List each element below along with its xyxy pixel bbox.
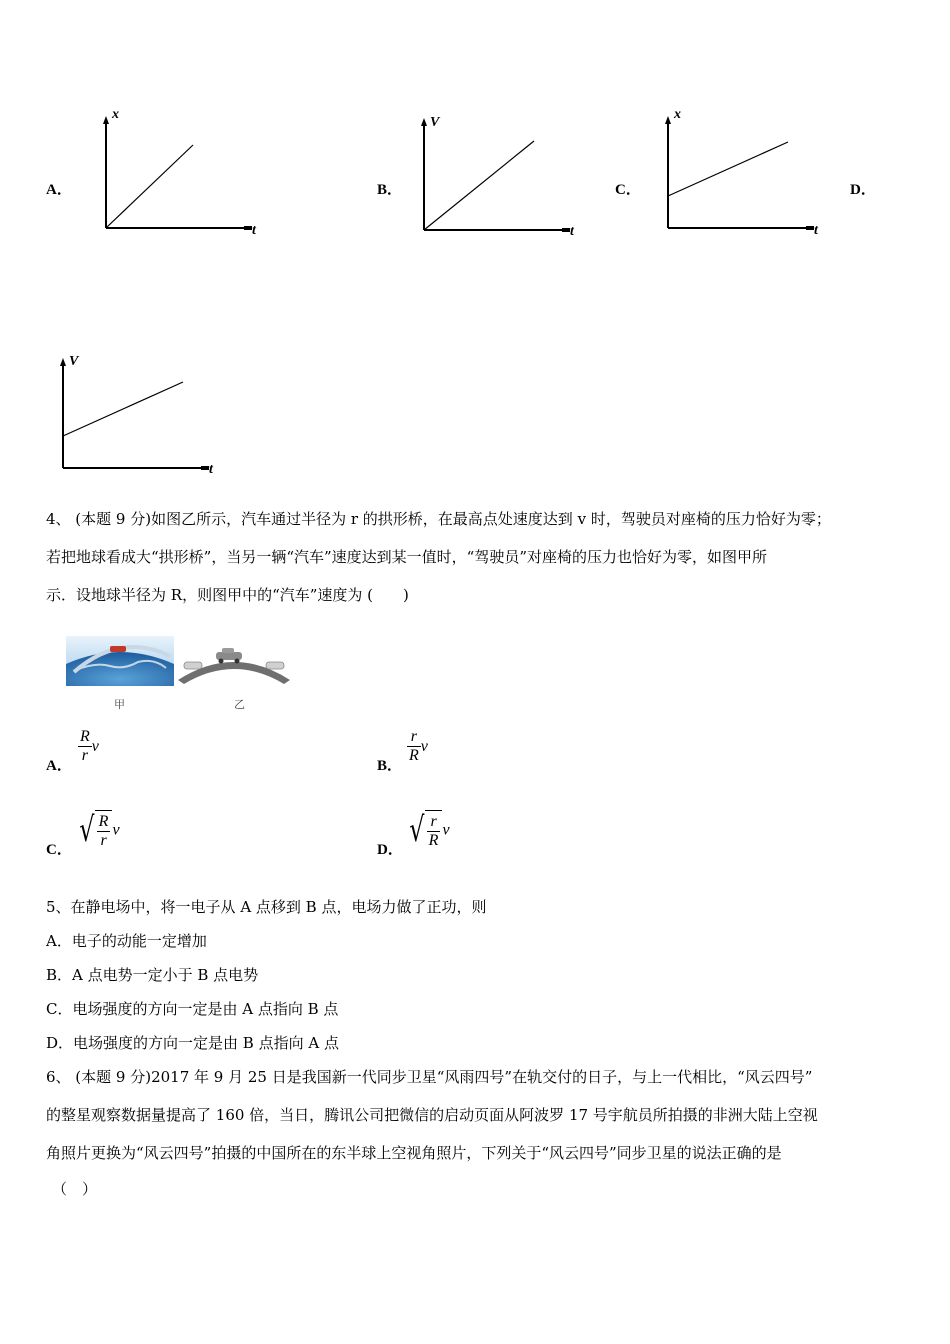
fraction bbox=[78, 728, 92, 765]
radicand bbox=[95, 810, 113, 850]
bridge-car-ghost-left bbox=[184, 662, 202, 669]
q4-option-c-formula bbox=[76, 810, 120, 850]
bridge-car-ghost-right bbox=[266, 662, 284, 669]
earth-car bbox=[110, 646, 126, 652]
q5-option-d: D．电场强度的方向一定是由 B 点指向 A 点 bbox=[46, 1034, 339, 1052]
denominator: R bbox=[409, 747, 419, 764]
q4-option-a-label: A． bbox=[46, 758, 72, 774]
q5-stem: 5、在静电场中，将一电子从 A 点移到 B 点，电场力做了正功，则 bbox=[46, 898, 487, 916]
q3-option-d-label: D． bbox=[850, 182, 876, 198]
q4-stem-line-3: 示．设地球半径为 R，则图甲中的“汽车”速度为 ( ) bbox=[46, 586, 409, 604]
radical-sign-icon: √ bbox=[79, 810, 95, 850]
figure-label-yi: 乙 bbox=[234, 698, 245, 711]
q4-stem-line-2: 若把地球看成大“拱形桥”，当另一辆“汽车”速度达到某一值时，“驾驶员”对座椅的压力也恰好为零，如图甲所 bbox=[46, 548, 768, 566]
numerator: r bbox=[407, 728, 421, 747]
q4-option-b-formula bbox=[407, 728, 428, 765]
q3-option-d-graph bbox=[53, 352, 223, 486]
q5-option-b: B．A 点电势一定小于 B 点电势 bbox=[46, 966, 259, 984]
numerator: R bbox=[80, 728, 90, 745]
fraction bbox=[427, 813, 441, 850]
q6-stem-line-3: 角照片更换为“风云四号”拍摄的中国所在的东半球上空视角照片，下列关于“风云四号”同步卫星的说法正确的是 bbox=[46, 1144, 782, 1162]
y-axis-label: x bbox=[112, 107, 119, 122]
y-axis-label: V bbox=[430, 115, 440, 130]
denominator: r bbox=[81, 747, 88, 764]
y-axis-arrow bbox=[421, 118, 427, 126]
velocity-symbol: v bbox=[112, 821, 120, 839]
q6-stem-line-2: 的整星观察数据量提高了 160 倍，当日，腾讯公司把微信的启动页面从阿波罗 17 号宇航员所拍摄的非洲大陆上空视 bbox=[46, 1106, 818, 1124]
q3-option-c-label: C． bbox=[615, 182, 641, 198]
q6-answer-blank: （ ） bbox=[52, 1180, 98, 1198]
graph-line bbox=[63, 382, 183, 436]
x-axis-label: t bbox=[209, 462, 213, 477]
x-axis-arrow bbox=[201, 466, 209, 470]
square-root bbox=[76, 810, 112, 850]
bridge-car-wheel-back bbox=[235, 659, 240, 664]
graph-line bbox=[668, 142, 788, 196]
q3-option-a-graph bbox=[96, 108, 266, 242]
x-axis-arrow bbox=[244, 226, 252, 230]
vt-graph-proportional bbox=[414, 108, 584, 238]
vt-graph-intercept bbox=[53, 352, 223, 482]
figure-label-jia: 甲 bbox=[114, 698, 125, 711]
fraction bbox=[97, 813, 111, 850]
numerator: R bbox=[98, 813, 109, 830]
graph-line bbox=[106, 145, 193, 228]
x-axis-arrow bbox=[562, 228, 570, 232]
velocity-symbol: v bbox=[420, 738, 428, 755]
q4-option-b-label: B． bbox=[377, 758, 403, 774]
numerator: r bbox=[427, 813, 441, 832]
xt-graph-intercept bbox=[658, 108, 828, 238]
y-axis-arrow bbox=[665, 116, 671, 124]
q4-option-d-formula bbox=[406, 810, 450, 850]
q3-option-b-graph bbox=[414, 108, 584, 242]
bridge-car-roof bbox=[222, 648, 234, 653]
q3-option-a-label: A． bbox=[46, 182, 72, 198]
y-axis-label: x bbox=[674, 107, 681, 122]
graph-line bbox=[424, 141, 534, 230]
q5-option-a: A．电子的动能一定增加 bbox=[46, 932, 207, 950]
x-axis-label: t bbox=[570, 224, 574, 239]
q4-option-a-formula bbox=[78, 728, 99, 765]
radicand bbox=[425, 810, 443, 850]
y-axis-label: V bbox=[69, 354, 79, 369]
y-axis-arrow bbox=[60, 358, 66, 366]
velocity-symbol: v bbox=[442, 821, 450, 839]
q4-figure bbox=[66, 636, 306, 720]
q4-option-d-label: D． bbox=[377, 842, 403, 858]
q3-option-b-label: B． bbox=[377, 182, 403, 198]
xt-graph-proportional bbox=[96, 108, 266, 238]
x-axis-label: t bbox=[814, 223, 818, 238]
denominator: R bbox=[428, 832, 439, 849]
q6-stem-line-1: 6、 (本题 9 分)2017 年 9 月 25 日是我国新一代同步卫星“风雨四号”在轨交付的日子，与上一代相比，“风云四号” bbox=[46, 1068, 813, 1086]
q5-option-c: C．电场强度的方向一定是由 A 点指向 B 点 bbox=[46, 1000, 339, 1018]
q4-option-c-label: C． bbox=[46, 842, 72, 858]
fraction bbox=[407, 728, 421, 765]
square-root bbox=[406, 810, 442, 850]
radical-sign-icon: √ bbox=[409, 810, 425, 850]
y-axis-arrow bbox=[103, 116, 109, 124]
velocity-symbol: v bbox=[91, 738, 99, 755]
denominator: r bbox=[100, 832, 107, 849]
bridge-car-wheel-front bbox=[219, 659, 224, 664]
q3-option-c-graph bbox=[658, 108, 828, 242]
x-axis-arrow bbox=[806, 226, 814, 230]
q4-stem-line-1: 4、 (本题 9 分)如图乙所示，汽车通过半径为 r 的拱形桥，在最高点处速度达到 v 时，驾驶员对座椅的压力恰好为零； bbox=[46, 510, 831, 528]
x-axis-label: t bbox=[252, 223, 256, 238]
q4-figure-illustration bbox=[66, 636, 306, 716]
